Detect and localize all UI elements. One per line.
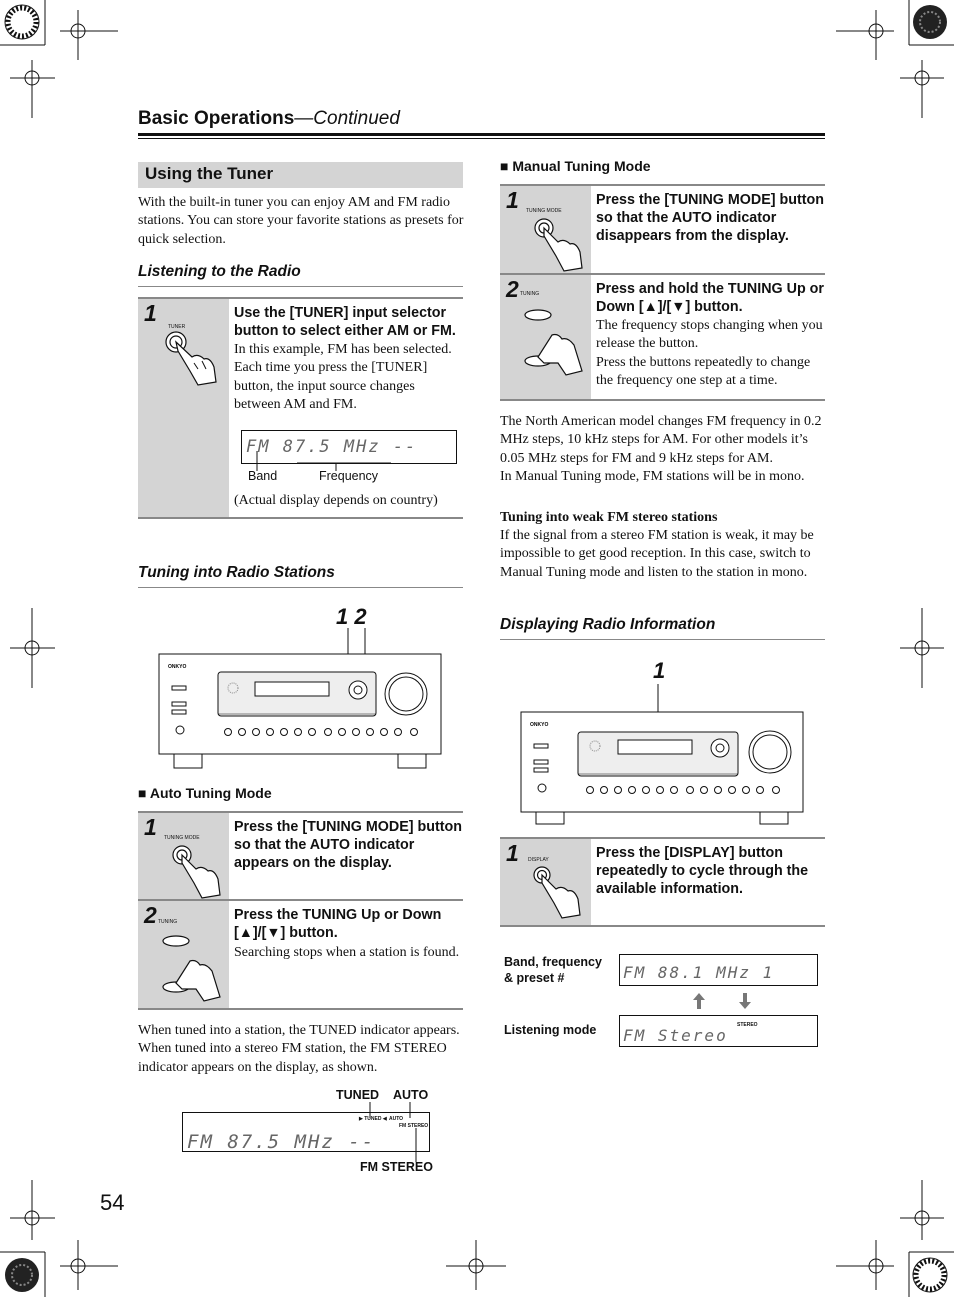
hand-press-button-icon (162, 327, 222, 387)
svg-text:ONKYO: ONKYO (530, 722, 549, 728)
step-instruction-line-1: Press and hold the TUNING Up or (596, 281, 824, 297)
step-instruction-line-2: Down [▲]/[▼] button. (596, 299, 743, 315)
stereo-indicator: STEREO (737, 1022, 758, 1028)
section-title-box (138, 162, 463, 188)
weak-stations-heading: Tuning into weak FM stereo stations (500, 510, 718, 525)
fm-stereo-indicator: FM STEREO (399, 1123, 429, 1129)
square-bullet-icon: ■ (138, 785, 150, 801)
manual-tuning-heading (500, 158, 651, 174)
header-rule (138, 133, 825, 136)
step-number: 1 (506, 840, 519, 866)
svg-text:ONKYO: ONKYO (168, 664, 187, 670)
step-icon-panel (500, 839, 591, 925)
indicator-callout-lines (360, 1100, 430, 1166)
frequency-label: Frequency (319, 469, 379, 483)
frequency-step-note: The North American model changes FM frequency in 0.2 MHz steps, 10 kHz steps for AM. For other models it’s 0.05 MHz steps for FM and 9 kHz steps for AM. (500, 414, 822, 466)
step-icon-panel (138, 299, 229, 517)
button-label: TUNING (520, 291, 540, 297)
band-frequency-preset-label: Band, frequency & preset # (504, 955, 602, 985)
step-detail-1: In this example, FM has been selected. (234, 342, 452, 357)
weak-stations-text: If the signal from a stereo FM station is weak, it may be impossible to get good reception. In this case, switch to Manual Tuning mode and listen to the station in mono. (500, 528, 814, 580)
step-instruction: Press the [DISPLAY] button repeatedly to cycle through the available information. (596, 845, 809, 897)
step-number: 1 (144, 814, 157, 840)
hand-press-button-icon (168, 841, 228, 901)
square-bullet-icon: ■ (500, 158, 513, 174)
cycle-arrows-icon (690, 992, 754, 1010)
lcd-display-band-frequency: FM 87.5 MHz -- (241, 430, 457, 464)
auto-indicator: AUTO (389, 1116, 404, 1122)
lcd-display-frequency-preset: FM 88.1 MHz 1 (619, 954, 818, 986)
page-title-suffix: —Continued (294, 108, 400, 129)
band-label: Band (248, 469, 278, 483)
page-number: 54 (100, 1190, 125, 1215)
auto-tuning-heading-text: Auto Tuning Mode (149, 785, 272, 801)
listening-heading-rule (138, 286, 463, 287)
step-icon-panel (500, 186, 591, 273)
button-label: TUNING MODE (164, 835, 200, 841)
step-icon-panel (138, 901, 229, 1008)
manual-step-2 (500, 273, 825, 401)
callout-step-numbers: 1 2 (336, 604, 367, 629)
auto-tuning-heading (138, 785, 272, 801)
section-title: Using the Tuner (145, 164, 274, 183)
step-icon-panel (500, 275, 591, 399)
hand-press-tuning-buttons-icon (160, 931, 226, 1003)
auto-step-2 (138, 899, 463, 1010)
step-detail-2: Press the buttons repeatedly to change the frequency one step at a time. (596, 354, 811, 388)
hand-press-button-icon (530, 214, 590, 274)
page-title-main: Basic Operations (138, 108, 295, 129)
hand-press-button-icon (530, 863, 590, 923)
intro-text: With the built-in tuner you can enjoy AM and FM radio stations. You can store your favorite stations as presets for quick selection. (138, 195, 464, 247)
display-note: (Actual display depends on country) (234, 493, 438, 508)
step-detail: Searching stops when a station is found. (234, 945, 460, 960)
step-instruction: Press the [TUNING MODE] button so that the AUTO indicator appears on the display. (234, 819, 462, 871)
step-number: 2 (144, 902, 157, 928)
lcd-display-tuned: FM 87.5 MHz -- (182, 1112, 430, 1152)
step-number: 2 (506, 276, 519, 302)
listening-heading: Listening to the Radio (138, 263, 301, 280)
display-info-heading-rule (500, 639, 825, 640)
display-step-1 (500, 837, 825, 927)
tuned-indicator: ▶ TUNED ◀ (359, 1116, 387, 1122)
manual-tuning-heading-text: Manual Tuning Mode (512, 158, 651, 174)
listening-step-1 (138, 297, 463, 519)
tuned-indicator-note: When tuned into a station, the TUNED indicator appears. When tuned into a stereo FM station, the FM STEREO indicator appears on the display, as shown. (138, 1023, 460, 1075)
callout-step-number: 1 (653, 658, 666, 683)
manual-step-1 (500, 184, 825, 275)
button-label: TUNING (158, 919, 178, 925)
step-instruction-line-1: Press the TUNING Up or Down (234, 907, 442, 923)
tuning-heading: Tuning into Radio Stations (138, 564, 335, 581)
button-label: TUNER (168, 324, 186, 330)
tuning-heading-rule (138, 587, 463, 588)
page-title (138, 108, 400, 130)
listening-mode-label: Listening mode (504, 1023, 597, 1037)
button-label: DISPLAY (528, 857, 549, 863)
tuned-label: TUNED (336, 1088, 380, 1102)
fm-stereo-label: FM STEREO (360, 1160, 433, 1174)
step-icon-panel (138, 813, 229, 899)
step-instruction-line-2: [▲]/[▼] button. (234, 925, 338, 941)
step-number: 1 (144, 300, 157, 326)
auto-label: AUTO (393, 1088, 429, 1102)
display-info-heading: Displaying Radio Information (500, 616, 716, 633)
step-number: 1 (506, 187, 519, 213)
step-detail-2: Each time you press the [TUNER] button, the input source changes between AM and FM. (234, 360, 428, 412)
step-instruction: Use the [TUNER] input selector button to select either AM or FM. (234, 305, 456, 339)
button-label: TUNING MODE (526, 208, 562, 214)
mono-note: In Manual Tuning mode, FM stations will be in mono. (500, 469, 805, 484)
header-rule-thin (138, 138, 825, 139)
step-instruction: Press the [TUNING MODE] button so that the AUTO indicator disappears from the display. (596, 192, 824, 244)
lcd-display-listening-mode: FM Stereo (619, 1015, 818, 1047)
receiver-front-panel-illustration-2 (520, 684, 806, 828)
hand-press-tuning-buttons-icon (522, 305, 588, 377)
step-detail-1: The frequency stops changing when you release the button. (596, 318, 823, 352)
auto-step-1 (138, 811, 463, 901)
receiver-front-panel-illustration (158, 628, 444, 772)
